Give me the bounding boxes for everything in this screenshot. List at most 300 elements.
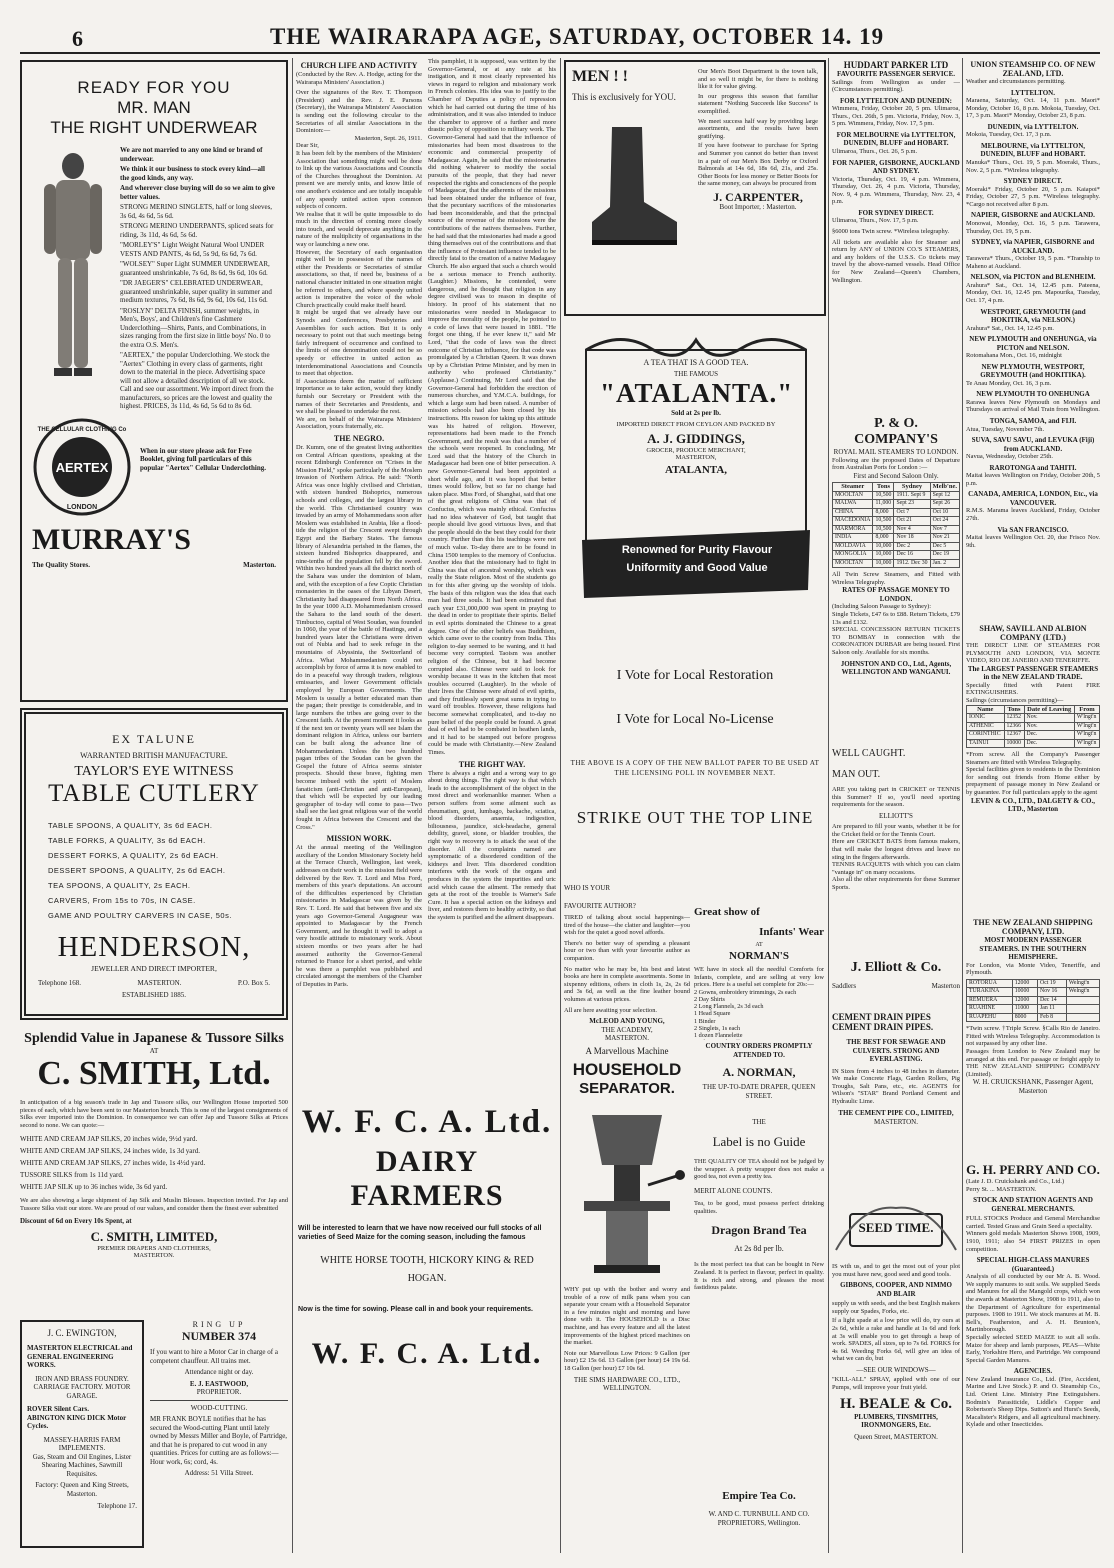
cutlery-item: GAME AND POULTRY CARVERS IN CASE, 50s.	[48, 911, 232, 920]
sailing-list: Mokoia, Tuesday, Oct. 17, 3 p.m.	[966, 131, 1052, 139]
sailing-list: Atua, Tuesday, November 7th.	[966, 425, 1045, 433]
table-cell: Oct 7	[894, 508, 930, 517]
article-heading: MISSION WORK.	[326, 834, 392, 844]
advert-text: If a light spade at a low price will do, try ours at 2s 6d, while a rake and handle at 1s 6d and fork at 3s will enable you to get through a heap of work. SPADES, all sizes, up to 7s 6d. FORKS for 4s 6d. Weeding Forks 6d, will give an idea of what we can do, but	[832, 1317, 960, 1363]
route-heading: SYDNEY DIRECT.	[1003, 177, 1063, 186]
firm-name: Empire Tea Co.	[722, 1490, 796, 1502]
advert-item: "ROSLYN" DELTA FINISH, summer weights, in Men's, Boys', and Children's fine Cashmere Underclothing—Shirts, Pants, and Combinations, in sizes ranging from the first size in little boys' No. 0 to the extra O.S. Men's.	[120, 306, 271, 349]
sailing-list: Ulimaroa, Thurs., Nov. 17, 5 p.m.	[832, 217, 919, 225]
table-cell: ROTORUA	[967, 979, 1013, 988]
table-cell: W'lngt'n	[1074, 722, 1099, 731]
table-cell: Sept 26	[930, 500, 959, 509]
advert-text: FULL STOCKS Produce and General Merchandise carried. Tested Grass and Grain Seed a speciality.	[966, 1215, 1100, 1230]
ballot-note: THE ABOVE IS A COPY OF THE NEW BALLOT PAPER TO BE USED AT THE LICENSING POLL IN NOVEMBER NEXT.	[570, 759, 820, 777]
advert-headline: Great show of	[694, 906, 760, 918]
route-heading: WESTPORT, GREYMOUTH (and HOKITIKA, via NELSON.)	[980, 307, 1086, 325]
table-cell: Oct 10	[930, 508, 959, 517]
article-heading: THE RIGHT WAY.	[458, 759, 526, 769]
table-cell: Welngt'n	[1066, 988, 1099, 997]
advert-headline: WELL CAUGHT.	[832, 748, 906, 759]
price-text: Sold at 2s per lb.	[671, 409, 721, 417]
masthead-title: THE WAIRARAPA AGE, SATURDAY, OCTOBER 14. 19	[270, 24, 885, 49]
store-name: NORMAN'S	[729, 950, 789, 962]
table-cell	[1066, 1013, 1099, 1022]
table-cell: CORINTHIC	[967, 731, 1005, 740]
route-heading: Via SAN FRANCISCO.	[997, 525, 1069, 534]
column-divider	[828, 58, 829, 1553]
column-divider	[962, 58, 963, 1553]
advert-headline: MEN ! !	[572, 68, 628, 85]
advert-footer: Masterton.	[243, 560, 276, 569]
cement-pipe-advert	[832, 1012, 960, 1196]
advert-text: IN Sizes from 4 inches to 48 inches in diameter. We make Concrete Flags, Garden Rollers, Pig Troughs, Salt Pans, etc., etc. AGENTS for Wilson's "STAR" Brand Portland Cement and Hydraulic Lime.	[832, 1067, 960, 1105]
sailing-list: Arahura* Sat., Oct. 14, 12.45 p.m.	[966, 324, 1055, 332]
advert-footer: The Quality Stores.	[32, 560, 91, 569]
advert-text: If you have footwear to purchase for Spring and Summer you cannot do better than invest in a pair of our Men's Box Derby or Oxford Balmorals at 14s 6d, 18s 6d, 21s, and 25s. Other Boots for less money or Better Boots for the same money, can always be procured from	[698, 142, 818, 188]
advert-text: THE DIRECT LINE OF STEAMERS FOR PLYMOUTH AND LONDON, VIA MONTE VIDEO, RIO DE JANEIRO AND TENERIFFE.	[966, 642, 1100, 665]
advert-text: SPECIAL CONCESSION RETURN TICKETS TO BOMBAY in connection with the CORONATION DURBAR are being issued. First Saloon only. Available for six months.	[832, 626, 960, 656]
firm-name: E. J. EASTWOOD,	[189, 1379, 249, 1388]
silk-price-item: WHITE AND CREAM JAP SILKS, 24 inches wide, 1s 3d yard.	[20, 1147, 200, 1156]
table-cell: W'lngt'n	[1074, 731, 1099, 740]
advert-text: ABINGTON KING DICK Motor Cycles.	[27, 1413, 127, 1430]
advert-text: WOOD-CUTTING.	[190, 1403, 248, 1412]
advert-text: *Twin screw. †Triple Screw. §Calls Rio de Janeiro. Fitted with Wireless Telegraphy. Accommodation is not surpassed by any other line.	[966, 1025, 1100, 1048]
ewington-advert	[20, 1320, 144, 1548]
sailing-list: Rotomahana Mon., Oct. 16, midnight	[966, 352, 1062, 360]
atalanta-tea-advert	[580, 330, 812, 600]
infant-wear-item: 1 dozen Flannelette	[694, 1032, 743, 1039]
table-row	[967, 739, 1100, 748]
article-text: Dr. Kumm, one of the greatest living authorities on Central African questions, speaking at the recent Edinburgh Conference on "Crises in the Mission Field," spoke particularly of the Moslem invasion of Northern Africa. He said: "North Africa was once highly civilised and Christian, with sixteen hundred Bishoprics, numerous schools and colleges, and the largest library in the world. This Christianised country was invaded by an army of Mohammedans soon after Moslem was established in Arabia, like a flood-tide the religion of the Crescent swept through Egypt and the Barbary States. The famous library of Alexandria perished in the flames, the sixteen hundred Bishoprics disappeared, and nine-tenths of the population fell by the sword. Within two hundred years all the district north of the Sahara was under the dominion of Islam, and, with the exception of a few Coptic Christian monasteries in the oases of the Libyan Desert, Christianity had disappeared from North Africa. In the year 1000 A.D. Mohammedanism crossed the Sahara to the land south of the desert. Timbuctoo, capital of West Soudan, was founded in 1060, the year of the battle of Hastings, and a hundred years later the Christians were driven out of Nubia and had to seek refuge in the mountains of Abyssinia, the Switzerland of Africa. What Mohammedanism could not accomplish by force of arms it is now enabled to do in a peaceful way through traders, religious emissaries, and lower Government officials employed by European Governments. The Moslem is usually a better educated man than the pagan; their prestige is considerable, and in large numbers the tribes are going over to the Crescent faith. At the present moment it looks as if the next ten or twenty years will see Islam the dominant religion in Africa, unless our barriers can be built along the advance line of Mohammedanism. Unless the two hundred pagan tribes of the Soudan can be given the Gospel the future of Africa seems sinister prospects. Should these brave, fighting men become imbued with the spirit of Moslem fanaticism (anti-Christian and anti-European), that which will be expected by our leading geographer of to-day will come to pass—Two shall see the last great religious war of the world fought in Africa between the Crescent and the Cross."	[296, 443, 422, 831]
firm-name: G. H. PERRY AND CO.	[966, 1162, 1100, 1177]
ballot-line: I Vote for Local No-License	[616, 712, 774, 727]
advert-text: Masterton	[931, 982, 960, 990]
advert-text: Our Men's Boot Department is the town talk, and so well it might be, for there is nothing like it for value giving.	[698, 68, 818, 91]
firm-name: UNION STEAMSHIP CO. OF NEW ZEALAND, LTD.	[970, 60, 1096, 78]
cutlery-price-list	[38, 818, 270, 923]
logo-center-text: AERTEX	[55, 459, 109, 475]
advert-text: PLUMBERS, TINSMITHS, IRONMONGERS, Etc.	[854, 1412, 938, 1430]
firm-name: H. BEALE & Co.	[839, 1395, 953, 1412]
norman-advert	[694, 906, 824, 1040]
table-cell: Dec 14	[1038, 996, 1067, 1005]
advert-text: MASTERTON,	[675, 454, 717, 461]
beale-seed-advert	[832, 1200, 960, 1550]
advert-text: JEWELLER AND DIRECT IMPORTER,	[91, 964, 217, 973]
table-row	[833, 534, 960, 543]
advert-text: Factory: Queen and King Streets, Masterton.	[35, 1481, 129, 1498]
route-heading: NAPIER, GISBORNE and AUCKLAND.	[971, 211, 1095, 220]
advert-headline: DAIRY FARMERS	[350, 1145, 504, 1212]
table-cell	[1066, 996, 1099, 1005]
table-cell: Jan. 2	[930, 559, 959, 568]
advert-text: Specially selected SEED MAIZE to suit all soils. Maize for sheep and lamb purposes, PEAS—White Early, Yorkshire Hero, and Partridge. We compound Special Garden Manures.	[966, 1333, 1100, 1364]
advert-text: Discount of 6d on Every 10s Spent, at	[20, 1216, 132, 1225]
sailing-table	[966, 705, 1100, 749]
advert-text: All tickets are available also for Steamer and return by ANY of UNION CO.'S STEAMERS, and any holders of the U.S.S. Co tickets may travel by the above-named vessels. Head Office for New Zealand—Queen's Chambers, Wellington.	[832, 238, 960, 284]
advert-text: MASTERTON.	[133, 1252, 175, 1260]
article-text: Dear Sir,	[296, 142, 319, 150]
advert-text: For London, via Monte Video, Teneriffe, and Plymouth.	[966, 961, 1100, 977]
eastwood-advert	[150, 1320, 288, 1548]
firm-name: W. F. C. A. Ltd.	[301, 1104, 553, 1140]
advert-text: Saddlers	[832, 982, 857, 990]
advert-text: AT	[149, 1047, 159, 1055]
sailing-list: Victoria, Thursday, Oct. 19, 4 p.m. Wimmera, Thursday, Oct. 26, 4 p.m. Victoria, Thursday, Nov. 9, 4 p.m. Wimmera, Thursday, Nov. 23, 4 p.m.	[832, 175, 960, 206]
cutlery-item: TABLE SPOONS, A QUALITY, 3s 6d EACH.	[48, 821, 213, 830]
route-heading: NEW PLYMOUTH TO ONEHUNGA	[976, 390, 1090, 399]
advert-text: EX TALUNE	[112, 732, 196, 746]
table-row	[967, 1005, 1100, 1014]
page-header	[0, 0, 1114, 51]
advert-text: SPECIAL HIGH-CLASS MANURES (Guaranteed.)	[976, 1256, 1090, 1273]
silk-price-item: TUSSORE SILKS from 1s 11d yard.	[20, 1171, 124, 1180]
elliott-advert	[832, 748, 960, 958]
advert-text: Will be interested to learn that we have now received our full stocks of all varieties of Seed Maize for the coming season, including the famous	[298, 1225, 542, 1241]
advert-text: THE BEST FOR SEWAGE AND CULVERTS. STRONG AND EVERLASTING.	[846, 1038, 946, 1063]
advert-text: WHO IS YOUR	[564, 884, 611, 892]
table-cell: MARMORA	[833, 525, 873, 534]
sailing-list: Maitai leaves Wellington Oct. 20, due Frisco Nov. 9th.	[966, 534, 1100, 549]
tea-brand-name: "ATALANTA."	[600, 378, 794, 408]
advert-closing: When in our store please ask for Free Booklet, giving full particulars of this popular "Aertex" Cellular Underclothing.	[140, 446, 266, 472]
table-cell: 10,500	[873, 517, 894, 526]
advert-text: There's no better way of spending a pleasant hour or two than with your favourite author as companion.	[564, 939, 690, 962]
table-cell: RUAPEHU	[967, 1013, 1013, 1022]
table-cell	[1066, 1005, 1099, 1014]
advert-text: IS with us, and to get the most out of your plot you must have new, good seed and good tools.	[832, 1263, 960, 1278]
advert-text: MASTERTON.	[605, 1034, 649, 1043]
huddart-parker-advert	[832, 60, 960, 412]
article-heading: THE NEGRO.	[333, 433, 385, 443]
advert-text: W. AND C. TURNBULL AND CO. PROPRIETORS, Wellington.	[708, 1510, 810, 1527]
address-text: Address: 51 Villa Street.	[184, 1469, 254, 1477]
sailing-list: Wimmera, Friday, October 20, 5 pm. Ulimaroa, Thurs., Oct. 26th, 5 pm. Victoria, Friday, Nov. 3, 5 pm. Wimmera, Friday, Nov. 17, 5 pm.	[832, 105, 960, 128]
silk-price-list	[20, 1133, 288, 1193]
table-cell: ATHENIC	[967, 722, 1005, 731]
advert-text: No matter who he may be, his best and latest books are here in complete assortments. Some in sixpenny editions, others in cloth 1s, 2s, 2s 6d and 3s 6d, as well as the fine leather bound volumes at various prices.	[564, 965, 690, 1003]
sailing-list: Maitai leaves Wellington on Friday, October 20th, 5 p.m.	[966, 472, 1100, 487]
advert-text: PREMIER DRAPERS AND CLOTHIERS,	[97, 1245, 211, 1253]
table-cell: Dec 16	[894, 551, 930, 560]
table-header: Date of Leaving	[1024, 705, 1074, 714]
table-header: Tons	[873, 483, 894, 492]
article-text: We are, on behalf of the Wairarapa Ministers' Association, yours fraternally, etc.	[296, 415, 422, 431]
route-heading: FOR NAPIER, GISBORNE, AUCKLAND AND SYDNEY.	[832, 158, 960, 176]
store-name: ELLIOTT'S	[879, 811, 913, 820]
household-separator-advert	[564, 1046, 690, 1550]
table-cell: MALWA	[833, 500, 873, 509]
advert-headline: HOUSEHOLD	[572, 1060, 682, 1079]
advert-text: Here are CRICKET BATS from famous makers, that will make the longest drives and leave no sting in the fingers afterwards.	[832, 838, 960, 861]
table-row	[967, 996, 1100, 1005]
table-cell: 10,000	[873, 559, 894, 568]
advert-headline: Splendid Value in Japanese & Tussore Silks	[24, 1031, 284, 1046]
murrays-advert	[20, 60, 288, 702]
firm-name: J. C. EWINGTON,	[47, 1328, 117, 1338]
advert-text: THE UP-TO-DATE DRAPER, QUEEN STREET.	[702, 1083, 816, 1100]
advert-text: WARRANTED BRITISH MANUFACTURE.	[80, 751, 228, 760]
advert-text: Attendance night or day.	[184, 1368, 254, 1376]
table-cell: 10,000	[873, 542, 894, 551]
article-text: If Associations deem the matter of sufficient importance as to take action, would they kindly furnish our Secretary or President with the names of their Secretaries and Presidents, and we shall be pleased to undertake the rest.	[296, 377, 422, 416]
advert-text: IRON AND BRASS FOUNDRY. CARRIAGE FACTORY. MOTOR GARAGE.	[33, 1374, 131, 1400]
sailing-list: Monowai, Monday, Oct. 16, 5 p.m. Tarawera, Thursday, Oct. 19, 5 p.m.	[966, 219, 1100, 235]
article-text: Over the signatures of the Rev. T. Thompson (President) and the Rev. J. E. Parsons (Secretary), the Wairarapa Ministers' Association is sending out the following circular to the Secretaries of all similar Associations in the Dominion:—	[296, 89, 422, 135]
ballot-line: I Vote for Local Restoration	[616, 668, 774, 683]
table-cell: 1912. Dec 30	[894, 559, 930, 568]
column-divider	[292, 58, 293, 1553]
table-row	[833, 500, 960, 509]
table-row	[833, 517, 960, 526]
po-box-text: P.O. Box 5.	[237, 979, 270, 987]
table-cell: Nov 7	[930, 525, 959, 534]
advert-text: Passages from London to New Zealand may be arranged at this end. For passage or freight apply to THE NEW ZEALAND SHIPPING COMPANY (Limited).	[966, 1047, 1100, 1078]
advert-headline: CEMENT DRAIN PIPES.	[832, 1022, 934, 1032]
advert-text: WE have in stock all the needful Comforts for Infants, complete, and are selling at very low prices. Here is a useful set complete for 20s:—	[694, 966, 824, 989]
firm-name: C. SMITH, LIMITED,	[90, 1229, 218, 1245]
silk-price-item: WHITE JAP SILK up to 36 inches wide, 3s 6d yard.	[20, 1183, 168, 1192]
advert-text: RING UP	[192, 1320, 246, 1329]
advert-headline: MAN OUT.	[832, 769, 881, 780]
advert-text: Special facilities given to residents in the Dominion for sending out friends from Home either by prepayment of passage money in New Zealand or by guarantee. For full particulars apply to the agent	[966, 766, 1100, 797]
table-cell: 12367	[1004, 731, 1024, 740]
table-cell: 10000	[1004, 739, 1024, 748]
table-row	[967, 1013, 1100, 1022]
infant-wear-item	[694, 1039, 824, 1040]
route-heading: SUVA, SAVU SAVU, and LEVUKA (Fiji) from AUCKLAND.	[971, 436, 1095, 453]
boot-illustration	[572, 122, 682, 252]
advert-text: Sailings from Wellington as under — (Circumstances permitting).	[832, 78, 960, 94]
table-cell: 12000	[1012, 979, 1037, 988]
sailing-list: R.M.S. Marama leaves Auckland, Friday, October 27th.	[966, 507, 1100, 523]
table-cell: Feb 8	[1038, 1013, 1067, 1022]
route-heading: CANADA, AMERICA, LONDON, Etc., via VANCOUVER.	[968, 490, 1098, 507]
infant-wear-item: 2 Day Shirts	[694, 995, 725, 1003]
advert-text: A TEA THAT IS A GOOD TEA.	[643, 358, 749, 367]
advert-text: We meet success half way by providing large assortments, and the results have been gratifying.	[698, 117, 818, 140]
table-row	[833, 508, 960, 517]
dragon-tea-advert	[694, 1110, 824, 1440]
advert-headline: CEMENT DRAIN PIPES	[832, 1012, 931, 1022]
advert-text: PROPRIETOR.	[196, 1388, 242, 1396]
route-heading: LYTTELTON.	[1011, 88, 1055, 97]
advert-text: Single Tickets, £47 6s to £88. Return Tickets, £79 13s and £132.	[832, 610, 960, 626]
firm-name: A. NORMAN,	[722, 1065, 796, 1079]
advert-text: MASTERTON.	[874, 1117, 918, 1126]
table-cell: Dec 2	[894, 542, 930, 551]
table-cell: 8,000	[873, 508, 894, 517]
table-cell: 12000	[1012, 996, 1037, 1005]
infant-wear-item: 2 Long Flannels, 2s 3d each	[694, 1003, 764, 1011]
table-cell: 8,000	[873, 534, 894, 543]
sailing-table	[966, 979, 1100, 1023]
badge-text: SEED TIME.	[858, 1220, 934, 1235]
column-divider	[560, 58, 561, 1553]
logo-bottom-text: LONDON	[66, 503, 98, 511]
table-cell: IONIC	[967, 714, 1005, 723]
advert-text: Weather and circumstances permitting.	[966, 78, 1066, 85]
advert-headline: SEPARATOR.	[579, 1080, 675, 1097]
advert-text: TIRED of talking about social happenings—tired of the house—the clatter and laughter—you wish for the quiet a good novel affords.	[564, 914, 690, 937]
advert-text: COUNTRY ORDERS PROMPTLY ATTENDED TO.	[705, 1042, 813, 1059]
table-cell: 10,000	[873, 551, 894, 560]
advert-text: And wherever close buying will do so we aim to give better values.	[120, 184, 275, 201]
article-text: It has been felt by the members of the Ministers' Association that something might well be done to link up the various Associations and Councils of the Churches throughout the Dominion. At present we are merely units, and know little of one another's existence and are totally incapable of any speedy united action upon common subjects of concern.	[296, 149, 422, 211]
advert-text: THE QUALITY OF TEA should not be judged by the wrapper. A pretty wrapper does not make a good tea, not even a pretty tea.	[694, 1158, 824, 1181]
table-cell: W'lngt'n	[1074, 739, 1099, 748]
table-row	[833, 525, 960, 534]
route-heading: MELBOURNE, via LYTTELTON, DUNEDIN, BLUFF and HOBART.	[980, 141, 1086, 159]
article-text: Masterton, Sept. 26, 1911.	[354, 134, 422, 142]
route-heading: SYDNEY, via NAPIER, GISBORNE and AUCKLAND.	[971, 238, 1095, 255]
advert-text: Following are the proposed Dates of Departure from Australian Ports for London :—	[832, 456, 960, 472]
address-text: Queen Street, MASTERTON.	[854, 1432, 938, 1441]
price-text: At 2s 8d per lb.	[734, 1244, 784, 1254]
logo-ring-text: THE CELLULAR CLOTHING Co	[37, 426, 127, 433]
firm-name: THE NEW ZEALAND SHIPPING COMPANY, LTD.	[973, 918, 1093, 936]
table-cell: Nov.	[1024, 722, 1074, 731]
advert-item: STRONG MERINO UNDERPANTS, spliced seats for riding, 3s 11d, 4s 6d, 5s 6d.	[120, 222, 274, 239]
table-cell: 10,500	[873, 525, 894, 534]
mcleod-young-advert	[564, 884, 690, 1044]
route-heading: RAROTONGA and TAHITI.	[989, 463, 1077, 472]
advert-text: MR FRANK BOYLE notifies that he has secured the Wood-cutting Plant until lately owned by Messrs Miller and Boyle, of Partridge, and that he is prepared to cut wood in any quantities. Prices for cutting are as follows:—Hour work, 6s; cord, 4s.	[150, 1415, 288, 1466]
table-cell: RUAHINE	[967, 1005, 1013, 1014]
advert-text: WHY put up with the bother and worry and trouble of a row of milk pans when you can separate your cream with a Household Separator in a few minutes night and morning and have done with it. The HOUSEHOLD is a Disc machine, and has every feature and all the latest improvements of the highest priced machines on the market.	[564, 1286, 690, 1347]
advert-text: ESTABLISHED 1885.	[122, 991, 186, 999]
table-cell: 8000	[1012, 1013, 1037, 1022]
table-cell: MOOLTAN	[833, 491, 873, 500]
advert-text: GROCER, PRODUCE MERCHANT,	[646, 447, 746, 454]
cutlery-item: CARVERS, From 15s to 70s, IN CASE.	[48, 896, 196, 905]
advert-text: Gas, Steam and Oil Engines, Lister Shearing Machines, Sawmill Requisites.	[32, 1452, 132, 1478]
p-and-o-advert	[832, 416, 960, 740]
table-cell: 12352	[1004, 714, 1024, 723]
advert-text: MERIT ALONE COUNTS.	[694, 1186, 773, 1195]
advert-text: RATES OF PASSAGE MONEY TO LONDON.	[842, 586, 950, 603]
firm-name: HUDDART PARKER LTD	[843, 60, 949, 70]
advert-item: "MORLEY'S" Light Weight Natural Wool UNDER VESTS AND PANTS, 4s 6d, 5s 9d, 6s 6d, 7s 6d.	[120, 241, 265, 258]
advert-text: New Zealand Insurance Co., Ltd. (Fire, Accident, Marine and Live Stock.) P. and O. Steamship Co., Ltd. Orient Line. Ministry Pine Extinguishers. Bodmin's Parasiticide, Liddle's Copper and Robertson's Sheep Dips. Sutton's and Hurst's Seeds, Macalister's Ridgers, and all agricultural machinery. Kylade and other Insecticides.	[966, 1375, 1100, 1429]
table-cell: Sept 23	[894, 500, 930, 509]
store-name: HENDERSON,	[57, 931, 251, 963]
table-row	[967, 979, 1100, 988]
advert-headline: Label is no Guide	[712, 1134, 806, 1149]
maize-varieties: WHITE HORSE TOOTH, HICKORY KING & RED HOGAN.	[320, 1255, 534, 1284]
advert-text: IMPORTED DIRECT FROM CEYLON AND PACKED BY	[616, 421, 776, 428]
advert-text: This is exclusively for YOU.	[572, 92, 676, 102]
advert-text: We think it our business to stock every kind—all the good kinds, any way.	[120, 165, 265, 182]
store-name: MURRAY'S	[32, 522, 191, 556]
table-header: Steamer	[833, 483, 873, 492]
advert-text: THE FAMOUS	[673, 370, 718, 378]
table-row	[967, 731, 1100, 740]
advert-text: Winners gold medals Masterton Shows 1908, 1909, 1910, 1911; also 54 FIRST PRIZES in open competition.	[966, 1230, 1100, 1253]
aertex-logo	[32, 417, 132, 517]
route-heading: FOR MELBOURNE via LYTTELTON, DUNEDIN, BLUFF and HOBART.	[836, 130, 956, 148]
carpenter-advert	[564, 60, 826, 316]
table-cell: Nov 21	[930, 534, 959, 543]
column-byline: (Conducted by the Rev. A. Hodge, acting for the Wairarapa Ministers' Association.)	[296, 71, 422, 86]
advert-text: (Including Saloon Passage to Sydney):	[832, 603, 932, 611]
silk-price-item: WHITE AND CREAM JAP SILKS, 20 inches wide, 9½d yard.	[20, 1135, 198, 1144]
advert-item: STRONG MERINO SINGLETS, half or long sleeves, 3s 6d, 4s 6d, 5s 6d.	[120, 203, 273, 220]
firm-name: SHAW, SAVILL AND ALBION COMPANY (LTD.)	[979, 624, 1087, 642]
advert-text: A Marvellous Machine	[585, 1046, 669, 1056]
table-row	[833, 542, 960, 551]
table-cell: MOLDAVIA	[833, 542, 873, 551]
man-in-underwear-illustration	[32, 146, 114, 386]
table-cell: 12366	[1004, 722, 1024, 731]
table-cell: Oct 21	[894, 517, 930, 526]
advert-text: All are here awaiting your selection.	[564, 1006, 657, 1014]
advert-item: "DR JAEGER'S" CELEBRATED UNDERWEAR, guaranteed unshrinkable, super quality in summer and medium textures, 7s 6d, 8s 6d, 9s 6d, 10s 6d, 11s 6d.	[120, 279, 272, 304]
sailing-list: Navua, Wednesday, October 25th.	[966, 453, 1053, 461]
article-text: It might be urged that we already have our Synods and Conferences, Presbyteries and Assemblies for such action. But it is only necessary to point out that such meetings being fairly infrequent of occurrence and confined to the limits of one denomination could not be so speedy or effective in united action as interdenominational Associations and Councils to meet that objection.	[296, 309, 422, 378]
advert-headline: TABLE CUTLERY	[48, 780, 260, 807]
advert-text: TENNIS RACQUETS with which you can claim "vantage in" on many occasions.	[832, 861, 960, 876]
advert-text: MOST MODERN PASSENGER STEAMERS. IN THE SOUTHERN HEMISPHERE.	[979, 936, 1087, 961]
advert-text: Tea, to be good, must possess perfect drinking qualities.	[694, 1200, 824, 1215]
table-cell: Welngt'n	[1066, 979, 1099, 988]
advert-text: TAYLOR'S EYE WITNESS	[74, 764, 234, 779]
separator-illustration	[564, 1105, 690, 1275]
advert-text: The LARGEST PASSENGER STEAMERS in the NEW ZEALAND TRADE.	[967, 664, 1099, 682]
advert-text: supply us with seeds, and the best English makers supply our Spades, Forks, etc.	[832, 1300, 960, 1315]
ballot-paper-notice	[564, 618, 826, 828]
advert-text: ARE you taking part in CRICKET or TENNIS this Summer? If so, you'll need sporting requirements for the season.	[832, 786, 960, 809]
cutlery-item: DESSERT SPOONS, A QUALITY, 2s 6d EACH.	[48, 866, 226, 875]
article-text: We realise that it will be quite impossible to do much in the direction of coming more closely into touch, and would deprecate anything in the nature of the multiplicity of organisations in the way or launching a new one.	[296, 210, 422, 249]
table-cell: 1911. Sept 9	[894, 491, 930, 500]
advert-text: *From screw. All the Company's Passenger Steamers are fitted with Wireless Telegraphy.	[966, 751, 1100, 766]
cutlery-item: TEA SPOONS, A QUALITY, 2s EACH.	[48, 881, 191, 890]
table-cell: Oct 19	[1038, 979, 1067, 988]
advert-item: "AERTEX," the popular Underclothing. We stock the "Aertex" Clothing in every class of garments, right down to the material in the piece. Advertising space will not allow a detailed description of all we stock. Call and see our assortment. We import direct from the manufacturers, so prices are the lowest and quality the highest. PRICES, 3s 11d, 4s 6d, 5s 6d to 8s 6d.	[120, 351, 274, 410]
telephone-text: Telephone 168.	[38, 979, 82, 987]
table-cell: Nov.	[1024, 714, 1074, 723]
infant-wear-item: 1 Head Square	[694, 1010, 731, 1018]
table-header: Melb'ne.	[930, 483, 959, 492]
agent-text: LEVIN & CO., LTD., DALGETY & CO., LTD., Masterton	[971, 796, 1095, 814]
advert-text: ROVER Silent Cars.	[27, 1405, 90, 1413]
empire-tea-footer	[694, 1490, 824, 1550]
route-heading: NEW PLYMOUTH and ONEHUNGA, via PICTON and NELSON.	[969, 335, 1097, 352]
article-text: This pamphlet, it is supposed, was written by the Governor-General, or at any rate at his instigation, and it most clearly represented his views in regard to religion and missionary work in French colonies. His idea was to justify to the Chamber of Deputies a policy of repression which he had carried out during the time of his administration, and it was also intended to induce the chamber to approve of a further and more drastic policy of opposition to military work. The Governor-General had said that the influence of missionaries had been most disastrous to the economic and commercial prosperity of Madagascar. Again, he said that the missionaries did nothing whatever to modify the social pursuits of the people, that they had never respected the rights and consciences of the people of Madagascar, that the adherents of the missions had been obtained under the influence of fear, that the pecuniary sacrifices of the missionaries had been inconsiderable, and that the principal source of the revenue of the missions were the contributions of the natives themselves. Further, he had said that the missionaries had made a good thing themselves out of the contributions and that the influence of Protestant influence tended to be directly fatal to the creation of a native Madagasy Church. He also argued that such a church would be a serious menace to French authority. (Laughter.) Missions, he contended, were dangerous, and he thought that religion in any degree civilised was to reason in despite of history. In proof of his statement that no missionaries were needed in Madagascar to improve the morality of the people, he pointed to a code of laws that were issued in 1881. "He forgot one thing, if he ever knew it," said Mr Lord, "that the code of laws was the direct outcome of Christian influence, for that code was promulgated by a Christian Queen. It was drawn up by a Christian Prime Minister, and by men in authority who professed Christianity." (Applause.) Continuing, Mr Lord said that the Governor-General had forbidden the erection of numerous churches, and Y.M.C.A. buildings, for which a large sum had been raised. A number of mission schools had also been closed by his instructions. His reason for taking up this attitude was his hatred of religion. However, representations had been made to the French Government, and the result was that a number of the schools were reopened. In concluding, Mr Lord said that the history of the Church in Madagascar had been one of bitter persecution. A new Governor-General had been appointed a short while ago, and it was hoped that better times would follow, but so far no change had taken place. Miss Ford, of Shanghai, said that one of the great religions of China was that of Confucius, which was mainly ethical. Confucius had no idea whatever of God, but taught that people should live good virtuous lives, and that the people should do the best they could for their country. Further than this his teachings were not of much value. To-day there are to be found in China 1500 temples to the memory of Confucius. Another idea that the missionary had to fight in China was that of ancestral worship, which was really the State religion. Most of the students go in for this after giving up the worship of idols. The basis of this religion was the idea that each man had three souls. It had been estimated that each year £31,000,000 was spent in praying to the dead in order to propitiate their spirits. Belief in evil spirits dominated the Chinese to a great degree. One of the other beliefs was Buddhism, which came over to the country from India. This religion to-day seemed to be waning, and it had become very corrupted. Taoism was another religion of the Chinese, but it had become corrupted also. Chinese were said to look for worship because it was in the kitchen that most troubles occurred (Laughter). In the whole of their lives the Chinese were afraid of evil spirits, and they fruitlessly spent great sums in trying to ward off troubles. However, these religions had become somewhat complicated, and to-day no pure belief of the people could be found. A great deal of evil had to be combated in heathen lands, and it had to be stamped out before progress could be made with Christianity.—New Zealand Times.	[428, 58, 556, 757]
article-text: There is always a right and a wrong way to go about doing things. The right way is that which leads to the accomplishment of the object in the most direct and workmanlike manner. When a person suffers from some ailment such as rheumatism, gout, lumbago, backache, sciatica, blood disorders, anaemia, indigestion, biliousness, jaundice, sick-headache, general debility, gravel, stone, or bladder troubles, the right way to recovery is to attack the seat of the disorder. All the complaints named are symptomatic of a disordered condition of the kidneys and liver. This disordered condition interferes with the work of the organs and produces in the system the impurities and uric acid which cause the ailment. The remedy that gets at the root of the trouble is Warner's Safe Cure. It has a special action on the kidneys and liver, and restores them to healthy activity, so that the system is purified and the ailment disappears.	[428, 769, 556, 921]
table-cell: Nov 4	[894, 525, 930, 534]
nz-shipping-advert	[966, 918, 1100, 1158]
advert-text: Is the most perfect tea that can be bought in New Zealand. It is perfect in flavour, perfect in quality. It is rich and strong, and pleases the most fastidious palate.	[694, 1261, 824, 1292]
table-header: Tons	[1004, 705, 1024, 714]
advert-text: ATALANTA,	[664, 464, 728, 476]
ballot-headline: STRIKE OUT THE TOP LINE	[576, 808, 814, 827]
elliott-footer	[832, 960, 960, 1004]
table-row	[967, 722, 1100, 731]
advert-item: "WOLSEY" Super Light SUMMER UNDERWEAR, guaranteed unshrinkable, 7s 6d, 8s 6d, 9s 6d, 10s 6d.	[120, 260, 270, 277]
agent-text: JOHNSTON AND CO., Ltd., Agents, WELLINGTON AND WANGANUI.	[840, 659, 952, 677]
table-cell: TAINUI	[967, 739, 1005, 748]
sailing-list: Manuka* Thurs., Oct. 19, 5 p.m. Moeraki, Thurs., Nov. 2, 5 p.m. *Wireless telegraphy.	[966, 158, 1100, 174]
table-cell: Dec.	[1024, 739, 1074, 748]
sailing-list: Ulimaroa, Thurs., Oct. 26, 5 p.m.	[832, 147, 918, 155]
table-cell: Dec.	[1024, 731, 1074, 740]
article-text: At the annual meeting of the Wellington auxiliary of the London Missionary Society held at the Terrace Church, Wellington, last week, addresses on their work in the mission field were delivered by the Rev. T. Lord and Miss Ford, members of this year's deputations. An account of the difficulties experienced by Christian missionaries in Madagascar was given by the Rev. T. Lord. He said that between five and six years ago Governor-General Augagneur was appointed to Madagascar by the French Government, and he thought it well to adopt a very hostile attitude to missionary work. About sixteen months or two years after he had assumed authority the Governor-General returned to France for a short period, and while he was there a pamphlet was published and circulated amongst the members of the Chamber of Deputies in Paris.	[296, 844, 422, 988]
table-cell: Dec 19	[930, 551, 959, 560]
table-cell: Nov 18	[894, 534, 930, 543]
